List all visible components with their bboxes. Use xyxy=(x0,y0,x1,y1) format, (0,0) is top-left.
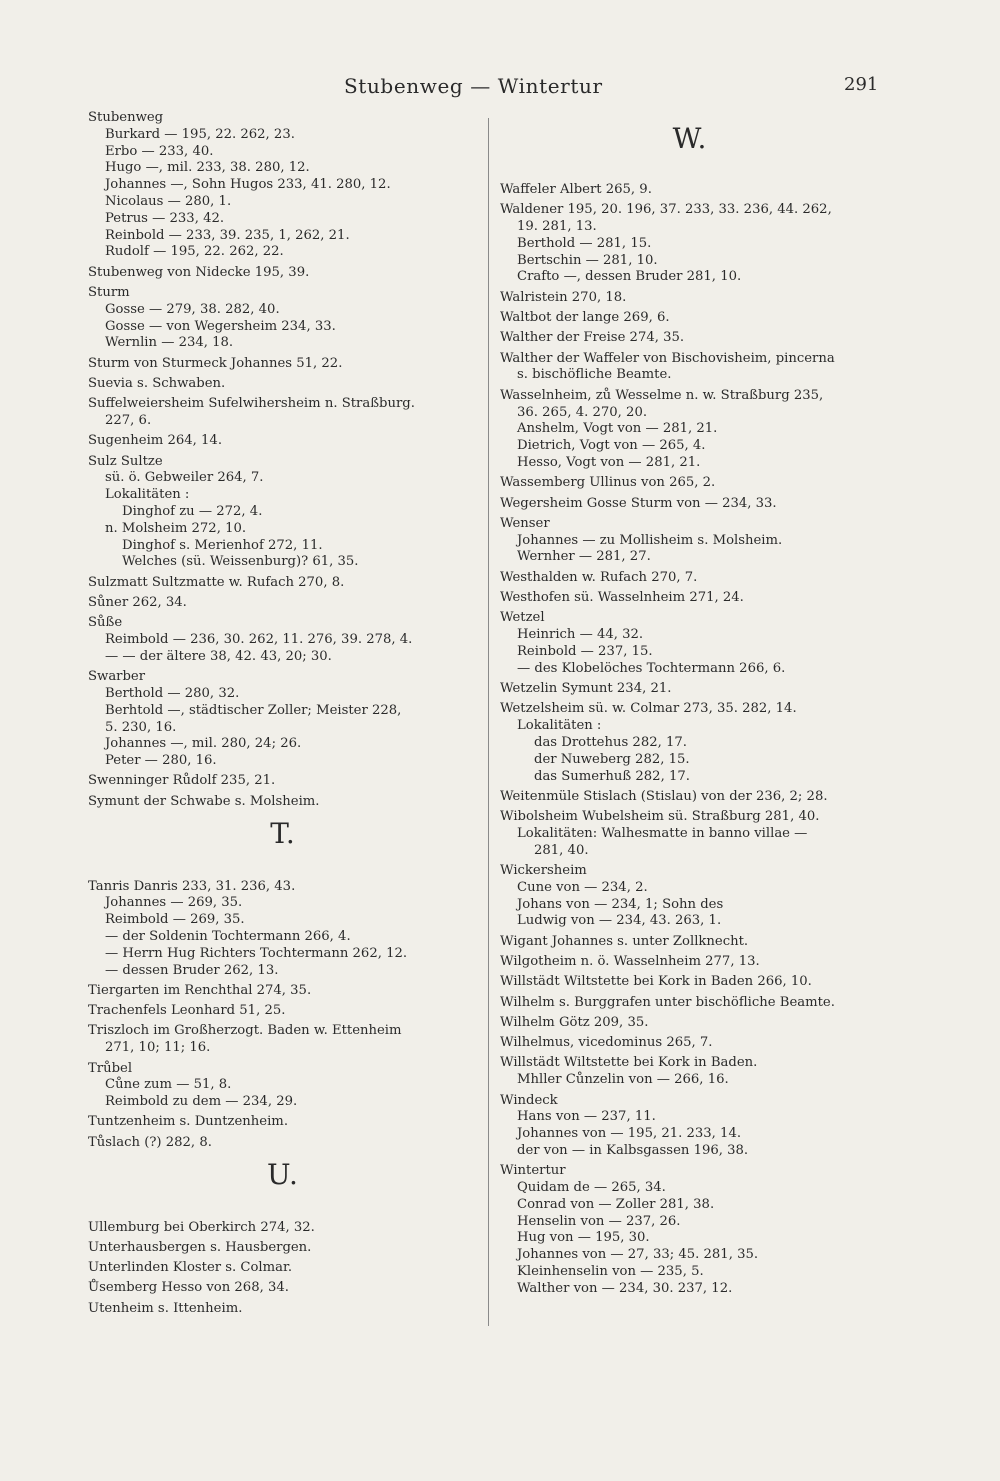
index-subentry: Walther von — 234, 30. 237, 12. xyxy=(517,1280,733,1296)
index-entry: Westhalden w. Rufach 270, 7. xyxy=(500,569,698,585)
index-subentry: n. Molsheim 272, 10. xyxy=(105,520,247,536)
index-entry: Wilhelm Götz 209, 35. xyxy=(500,1014,649,1030)
index-subentry: Johans von — 234, 1; Sohn des xyxy=(517,896,724,912)
index-entry: Walther der Waffeler von Bischovisheim, pincerna xyxy=(500,350,835,366)
index-subentry: das Sumerhuß 282, 17. xyxy=(534,768,690,784)
index-entry: Wilgotheim n. ö. Wasselnheim 277, 13. xyxy=(500,953,760,969)
index-subentry: Lokalitäten: Walhesmatte in banno villae — xyxy=(517,825,808,841)
index-entry: Sugenheim 264, 14. xyxy=(88,433,223,449)
index-subentry: Johannes — 269, 35. xyxy=(105,895,243,911)
index-subentry: Johannes —, mil. 280, 24; 26. xyxy=(105,736,302,752)
index-subentry: der von — in Kalbsgassen 196, 38. xyxy=(517,1142,749,1158)
index-entry: Trůbel xyxy=(88,1060,133,1076)
index-entry: Weitenmüle Stislach (Stislau) von der 236, 2; 28. xyxy=(500,788,828,804)
index-subentry: — dessen Bruder 262, 13. xyxy=(105,962,279,978)
index-subentry: Lokalitäten : xyxy=(517,718,602,734)
index-entry: Suffelweiersheim Sufelwihersheim n. Straßburg. xyxy=(88,396,415,412)
index-entry: Tiergarten im Renchthal 274, 35. xyxy=(88,982,312,998)
index-subentry: Heinrich — 44, 32. xyxy=(517,627,644,643)
index-entry: Wintertur xyxy=(500,1163,566,1179)
index-entry: Waltbot der lange 269, 6. xyxy=(500,310,670,326)
index-subentry: Hesso, Vogt von — 281, 21. xyxy=(517,454,701,470)
index-subentry: Erbo — 233, 40. xyxy=(105,143,214,159)
index-entry: Wassemberg Ullinus von 265, 2. xyxy=(500,475,716,491)
index-subentry: Quidam de — 265, 34. xyxy=(517,1180,666,1196)
index-subentry: Kleinhenselin von — 235, 5. xyxy=(517,1264,704,1280)
index-entry: Tuntzenheim s. Duntzenheim. xyxy=(88,1114,289,1130)
column-divider xyxy=(488,118,489,1326)
index-entry: Symunt der Schwabe s. Molsheim. xyxy=(88,793,320,809)
index-entry: Wickersheim xyxy=(500,862,587,878)
index-entry: Wetzelsheim sü. w. Colmar 273, 35. 282, 14. xyxy=(500,701,797,717)
index-entry: Ůsemberg Hesso von 268, 34. xyxy=(88,1280,289,1296)
index-subentry: Dinghof zu — 272, 4. xyxy=(122,504,263,520)
index-entry: Sulz Sultze xyxy=(88,453,163,469)
index-subentry: — der Soldenin Tochtermann 266, 4. xyxy=(105,928,351,944)
index-subentry: Peter — 280, 16. xyxy=(105,753,217,769)
index-subentry: Hugo —, mil. 233, 38. 280, 12. xyxy=(105,160,310,176)
index-subentry: Reinbold — 237, 15. xyxy=(517,643,653,659)
index-subentry: Hans von — 237, 11. xyxy=(517,1109,656,1125)
index-entry: Sturm von Sturmeck Johannes 51, 22. xyxy=(88,355,343,371)
index-subentry: — des Klobelöches Tochtermann 266, 6. xyxy=(517,660,786,676)
index-subentry: s. bischöfliche Beamte. xyxy=(517,367,672,383)
index-entry: Utenheim s. Ittenheim. xyxy=(88,1300,243,1316)
index-entry: Walristein 270, 18. xyxy=(500,289,627,305)
index-subentry: 281, 40. xyxy=(534,842,589,858)
index-subentry: Johannes von — 27, 33; 45. 281, 35. xyxy=(517,1247,759,1263)
index-entry: Sůße xyxy=(88,615,123,631)
index-subentry: Lokalitäten : xyxy=(105,487,190,503)
index-subentry: Reimbold — 236, 30. 262, 11. 276, 39. 278, 4. xyxy=(105,632,413,648)
index-column-right xyxy=(500,110,880,1298)
index-entry: Unterhausbergen s. Hausbergen. xyxy=(88,1239,312,1255)
index-entry: Wegersheim Gosse Sturm von — 234, 33. xyxy=(500,495,777,511)
index-subentry: Burkard — 195, 22. 262, 23. xyxy=(105,126,295,142)
index-subentry: Cune von — 234, 2. xyxy=(517,879,648,895)
index-subentry: Dietrich, Vogt von — 265, 4. xyxy=(517,438,706,454)
index-subentry: 36. 265, 4. 270, 20. xyxy=(517,404,648,420)
index-subentry: Anshelm, Vogt von — 281, 21. xyxy=(517,421,718,437)
index-subentry: das Drottehus 282, 17. xyxy=(534,734,687,750)
index-entry: Wasselnheim, zů Wesselme n. w. Straßburg 235, xyxy=(500,387,824,403)
index-subentry: 227, 6. xyxy=(105,413,152,429)
running-header-title: Stubenweg — Wintertur xyxy=(344,74,603,98)
index-entry: Tanris Danris 233, 31. 236, 43. xyxy=(88,878,296,894)
index-entry: Wetzelin Symunt 234, 21. xyxy=(500,681,672,697)
index-entry: Sturm xyxy=(88,284,130,300)
index-entry: Waldener 195, 20. 196, 37. 233, 33. 236, 44. 262, xyxy=(500,202,832,218)
index-subentry: Reimbold — 269, 35. xyxy=(105,912,245,928)
index-subentry: sü. ö. Gebweiler 264, 7. xyxy=(105,470,264,486)
index-entry: Suevia s. Schwaben. xyxy=(88,375,226,391)
index-entry: Wetzel xyxy=(500,610,545,626)
index-subentry: Hug von — 195, 30. xyxy=(517,1230,650,1246)
page-number: 291 xyxy=(844,74,879,95)
index-subentry: — Herrn Hug Richters Tochtermann 262, 12. xyxy=(105,945,408,961)
index-entry: Stubenweg xyxy=(88,110,164,125)
index-subentry: Gosse — 279, 38. 282, 40. xyxy=(105,301,280,317)
index-entry: Trachenfels Leonhard 51, 25. xyxy=(88,1003,286,1019)
index-subentry: 271, 10; 11; 16. xyxy=(105,1040,211,1056)
index-entry: Willstädt Wiltstette bei Kork in Baden. xyxy=(500,1055,758,1071)
index-subentry: 5. 230, 16. xyxy=(105,719,177,735)
index-entry: Willstädt Wiltstette bei Kork in Baden 266, 10. xyxy=(500,974,812,990)
section-letter-heading: W. xyxy=(672,122,708,155)
index-subentry: Berthold — 281, 15. xyxy=(517,235,652,251)
index-subentry: Nicolaus — 280, 1. xyxy=(105,193,232,209)
index-subentry: Mhller Cůnzelin von — 266, 16. xyxy=(517,1072,729,1088)
index-subentry: — — der ältere 38, 42. 43, 20; 30. xyxy=(105,648,332,664)
index-subentry: Bertschin — 281, 10. xyxy=(517,252,658,268)
index-subentry: Wernher — 281, 27. xyxy=(517,549,651,565)
index-subentry: Berthold — 280, 32. xyxy=(105,686,240,701)
index-entry: Wilhelmus, vicedominus 265, 7. xyxy=(500,1035,713,1051)
index-entry: Wibolsheim Wubelsheim sü. Straßburg 281, 40. xyxy=(500,809,820,825)
index-subentry: Welches (sü. Weissenburg)? 61, 35. xyxy=(122,554,359,570)
index-subentry: Reinbold — 233, 39. 235, 1, 262, 21. xyxy=(105,227,350,243)
index-subentry: Gosse — von Wegersheim 234, 33. xyxy=(105,318,336,334)
index-entry: Triszloch im Großherzogt. Baden w. Ettenheim xyxy=(88,1023,402,1039)
index-entry: Windeck xyxy=(500,1092,558,1108)
index-subentry: Cůne zum — 51, 8. xyxy=(105,1077,232,1093)
index-subentry: Johannes —, Sohn Hugos 233, 41. 280, 12. xyxy=(105,177,391,193)
index-entry: Westhofen sü. Wasselnheim 271, 24. xyxy=(500,590,744,606)
index-subentry: Dinghof s. Merienhof 272, 11. xyxy=(122,537,323,553)
index-entry: Stubenweg von Nidecke 195, 39. xyxy=(88,264,310,280)
index-subentry: Rudolf — 195, 22. 262, 22. xyxy=(105,244,284,260)
section-letter-heading: U. xyxy=(267,1157,299,1191)
index-subentry: Crafto —, dessen Bruder 281, 10. xyxy=(517,269,742,285)
index-subentry: Conrad von — Zoller 281, 38. xyxy=(517,1196,715,1212)
index-subentry: Berhtold —, städtischer Zoller; Meister 228, xyxy=(105,702,402,718)
index-subentry: Johannes von — 195, 21. 233, 14. xyxy=(517,1126,742,1142)
index-entry: Waffeler Albert 265, 9. xyxy=(500,182,652,197)
index-entry: Wenser xyxy=(500,515,550,531)
index-entry: Walther der Freise 274, 35. xyxy=(500,330,685,346)
index-entry: Swarber xyxy=(88,669,146,685)
index-entry: Sulzmatt Sultzmatte w. Rufach 270, 8. xyxy=(88,574,345,590)
index-column-left xyxy=(88,110,478,1318)
section-letter-heading: T. xyxy=(270,816,296,850)
index-subentry: Ludwig von — 234, 43. 263, 1. xyxy=(517,913,722,929)
index-entry: Unterlinden Kloster s. Colmar. xyxy=(88,1260,293,1276)
index-entry: Wilhelm s. Burggrafen unter bischöfliche Beamte. xyxy=(500,994,835,1010)
index-subentry: Wernlin — 234, 18. xyxy=(105,335,234,351)
index-subentry: Henselin von — 237, 26. xyxy=(517,1213,681,1229)
index-entry: Swenninger Růdolf 235, 21. xyxy=(88,773,276,789)
index-entry: Tůslach (?) 282, 8. xyxy=(88,1134,212,1150)
index-subentry: Reimbold zu dem — 234, 29. xyxy=(105,1094,298,1110)
index-subentry: 19. 281, 13. xyxy=(517,219,597,235)
index-subentry: der Nuweberg 282, 15. xyxy=(534,751,690,767)
index-entry: Wigant Johannes s. unter Zollknecht. xyxy=(500,933,749,949)
index-subentry: Petrus — 233, 42. xyxy=(105,210,225,226)
index-entry: Sůner 262, 34. xyxy=(88,595,187,611)
index-entry: Ullemburg bei Oberkirch 274, 32. xyxy=(88,1219,315,1235)
index-subentry: Johannes — zu Mollisheim s. Molsheim. xyxy=(517,532,783,548)
